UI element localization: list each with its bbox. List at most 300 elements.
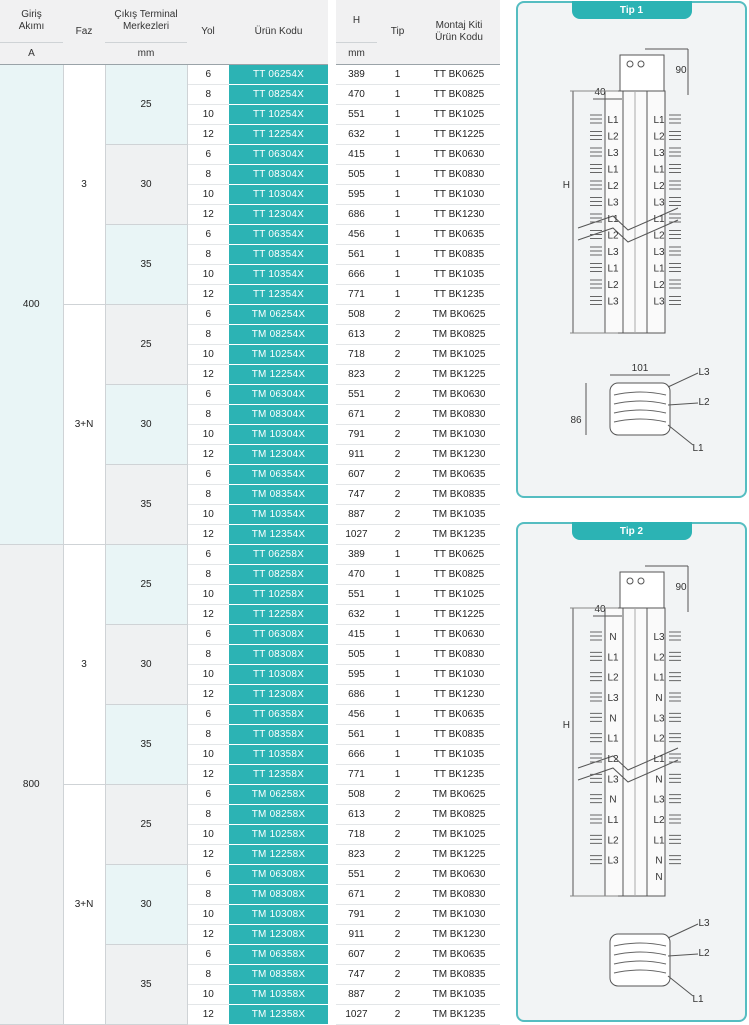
terminal-finger bbox=[669, 734, 681, 742]
type-cell: 2 bbox=[377, 524, 418, 544]
terminal-finger bbox=[669, 198, 681, 206]
gap-cell bbox=[328, 744, 336, 764]
kit-code-cell: TM BK0835 bbox=[418, 484, 500, 504]
kit-code-cell: TT BK1025 bbox=[418, 584, 500, 604]
phase-label-left: L3 bbox=[607, 247, 619, 258]
terminal-finger bbox=[590, 713, 602, 721]
type-cell: 2 bbox=[377, 784, 418, 804]
phase-label-left: L2 bbox=[607, 131, 619, 143]
header-current: Giriş Akımı bbox=[0, 0, 63, 42]
phase-label-right: L2 bbox=[653, 131, 665, 143]
dimension-height-label: H bbox=[562, 720, 570, 731]
phase-label-right: N bbox=[655, 774, 663, 786]
ways-cell: 8 bbox=[187, 164, 229, 184]
height-cell: 747 bbox=[336, 964, 377, 984]
terminal-finger bbox=[590, 231, 602, 239]
terminal-finger bbox=[669, 673, 681, 681]
gap-cell bbox=[328, 224, 336, 244]
kit-code-cell: TM BK0630 bbox=[418, 864, 500, 884]
height-cell: 456 bbox=[336, 704, 377, 724]
phase-label-right: L3 bbox=[653, 794, 665, 806]
type-cell: 1 bbox=[377, 184, 418, 204]
type-cell: 1 bbox=[377, 544, 418, 564]
gap-cell bbox=[328, 764, 336, 784]
product-code-cell: TT 08254X bbox=[229, 84, 328, 104]
header-center: Çıkış Terminal Merkezleri bbox=[105, 0, 187, 42]
type-cell: 2 bbox=[377, 444, 418, 464]
phase-cell: 3+N bbox=[63, 784, 105, 1024]
product-code-cell: TT 08308X bbox=[229, 644, 328, 664]
gap-cell bbox=[328, 584, 336, 604]
product-code-cell: TT 12304X bbox=[229, 204, 328, 224]
phase-label-left: L3 bbox=[607, 148, 619, 159]
ways-cell: 12 bbox=[187, 524, 229, 544]
product-code-cell: TM 12358X bbox=[229, 1004, 328, 1024]
phase-label-right: L2 bbox=[653, 815, 665, 826]
phase-label-right: L2 bbox=[653, 280, 665, 291]
height-cell: 613 bbox=[336, 804, 377, 824]
type-cell: 2 bbox=[377, 984, 418, 1004]
gap-cell bbox=[328, 604, 336, 624]
gap-cell bbox=[328, 624, 336, 644]
leader-line bbox=[668, 403, 698, 405]
height-cell: 415 bbox=[336, 624, 377, 644]
product-code-cell: TT 08258X bbox=[229, 564, 328, 584]
terminal-finger bbox=[590, 132, 602, 140]
product-code-cell: TM 12354X bbox=[229, 524, 328, 544]
height-cell: 607 bbox=[336, 944, 377, 964]
gap-cell bbox=[328, 244, 336, 264]
kit-code-cell: TM BK0835 bbox=[418, 964, 500, 984]
product-code-cell: TT 06254X bbox=[229, 64, 328, 84]
gap-cell bbox=[328, 404, 336, 424]
type-cell: 1 bbox=[377, 564, 418, 584]
product-code-cell: TT 12308X bbox=[229, 684, 328, 704]
kit-code-cell: TM BK1225 bbox=[418, 364, 500, 384]
phase-label-right: L1 bbox=[653, 263, 665, 275]
mounting-plate bbox=[620, 572, 664, 608]
type-cell: 2 bbox=[377, 904, 418, 924]
leader-line bbox=[668, 425, 693, 445]
product-code-cell: TM 08308X bbox=[229, 884, 328, 904]
gap-cell bbox=[328, 884, 336, 904]
ways-cell: 12 bbox=[187, 764, 229, 784]
type-cell: 1 bbox=[377, 264, 418, 284]
phase-label-right: L3 bbox=[653, 148, 665, 159]
phase-label-left: L2 bbox=[607, 672, 619, 684]
ways-cell: 6 bbox=[187, 384, 229, 404]
phase-label-left: L1 bbox=[607, 214, 619, 225]
gap-cell bbox=[328, 184, 336, 204]
phase-label-right: L2 bbox=[653, 733, 665, 745]
dimension-width-label: 90 bbox=[675, 582, 687, 593]
height-cell: 771 bbox=[336, 284, 377, 304]
tip2-title: Tip 2 bbox=[572, 522, 692, 540]
kit-code-cell: TM BK0830 bbox=[418, 884, 500, 904]
table-row bbox=[0, 64, 500, 84]
terminal-finger bbox=[590, 280, 602, 288]
height-cell: 911 bbox=[336, 444, 377, 464]
ways-cell: 8 bbox=[187, 244, 229, 264]
kit-code-cell: TT BK0630 bbox=[418, 624, 500, 644]
gap-cell bbox=[328, 704, 336, 724]
type-cell: 2 bbox=[377, 844, 418, 864]
current-cell: 400 bbox=[0, 64, 63, 544]
center-cell: 25 bbox=[105, 784, 187, 864]
phase-label-left: L2 bbox=[607, 754, 619, 765]
gap-cell bbox=[328, 964, 336, 984]
gap-cell bbox=[328, 864, 336, 884]
ways-cell: 12 bbox=[187, 284, 229, 304]
product-code-cell: TM 12304X bbox=[229, 444, 328, 464]
kit-code-cell: TM BK1225 bbox=[418, 844, 500, 864]
product-code-cell: TT 08358X bbox=[229, 724, 328, 744]
type-cell: 1 bbox=[377, 664, 418, 684]
phase-label-right: N bbox=[655, 855, 663, 867]
gap-cell bbox=[328, 384, 336, 404]
product-code-cell: TT 12358X bbox=[229, 764, 328, 784]
phase-label-left: L1 bbox=[607, 733, 619, 745]
mounting-plate bbox=[620, 55, 664, 91]
product-code-cell: TM 08304X bbox=[229, 404, 328, 424]
gap-cell bbox=[328, 204, 336, 224]
ways-cell: 10 bbox=[187, 424, 229, 444]
table-row bbox=[0, 784, 500, 804]
phase-label-left: L3 bbox=[607, 197, 619, 209]
gap-cell bbox=[328, 444, 336, 464]
phase-label-left: L3 bbox=[607, 693, 619, 704]
section-label-l2: L2 bbox=[698, 397, 710, 408]
terminal-finger bbox=[669, 713, 681, 721]
ways-cell: 12 bbox=[187, 604, 229, 624]
kit-code-cell: TT BK1235 bbox=[418, 764, 500, 784]
phase-label-right: L3 bbox=[653, 713, 665, 725]
type-cell: 1 bbox=[377, 144, 418, 164]
section-label-l1: L1 bbox=[692, 443, 704, 454]
ways-cell: 6 bbox=[187, 464, 229, 484]
kit-code-cell: TT BK0625 bbox=[418, 544, 500, 564]
ways-cell: 10 bbox=[187, 984, 229, 1004]
bolt-hole bbox=[638, 61, 644, 67]
terminal-finger bbox=[669, 774, 681, 782]
terminal-finger bbox=[590, 247, 602, 255]
kit-code-cell: TT BK1035 bbox=[418, 744, 500, 764]
ways-cell: 6 bbox=[187, 304, 229, 324]
terminal-finger bbox=[590, 693, 602, 701]
type-cell: 2 bbox=[377, 404, 418, 424]
height-cell: 505 bbox=[336, 644, 377, 664]
height-cell: 718 bbox=[336, 344, 377, 364]
product-code-cell: TT 06308X bbox=[229, 624, 328, 644]
height-cell: 595 bbox=[336, 184, 377, 204]
section-width-label: 101 bbox=[631, 363, 649, 374]
height-cell: 666 bbox=[336, 744, 377, 764]
height-cell: 595 bbox=[336, 664, 377, 684]
ways-cell: 8 bbox=[187, 84, 229, 104]
product-code-cell: TT 10354X bbox=[229, 264, 328, 284]
terminal-finger bbox=[669, 115, 681, 123]
gap-cell bbox=[328, 464, 336, 484]
phase-label-left: L1 bbox=[607, 164, 619, 176]
product-code-cell: TT 10304X bbox=[229, 184, 328, 204]
ways-cell: 12 bbox=[187, 124, 229, 144]
ways-cell: 8 bbox=[187, 404, 229, 424]
terminal-finger bbox=[590, 835, 602, 843]
phase-label-left: N bbox=[609, 713, 617, 725]
kit-code-cell: TM BK1025 bbox=[418, 344, 500, 364]
product-code-cell: TM 08254X bbox=[229, 324, 328, 344]
terminal-finger bbox=[590, 856, 602, 864]
phase-label-right: L3 bbox=[653, 632, 665, 643]
section-height-label: 86 bbox=[570, 415, 582, 426]
leader-line bbox=[668, 373, 698, 387]
terminal-finger bbox=[590, 632, 602, 640]
kit-code-cell: TT BK1230 bbox=[418, 204, 500, 224]
center-cell: 30 bbox=[105, 864, 187, 944]
ways-cell: 10 bbox=[187, 584, 229, 604]
ways-cell: 8 bbox=[187, 644, 229, 664]
gap-cell bbox=[328, 84, 336, 104]
ways-cell: 8 bbox=[187, 564, 229, 584]
bottom-neutral-label: N bbox=[655, 872, 663, 883]
height-cell: 911 bbox=[336, 924, 377, 944]
phase-label-right: L2 bbox=[653, 652, 665, 664]
header-type: Tip bbox=[377, 0, 418, 64]
kit-code-cell: TM BK0825 bbox=[418, 804, 500, 824]
type-cell: 2 bbox=[377, 424, 418, 444]
product-code-cell: TM 08358X bbox=[229, 964, 328, 984]
gap-cell bbox=[328, 504, 336, 524]
kit-code-cell: TM BK0635 bbox=[418, 464, 500, 484]
phase-label-right: L3 bbox=[653, 247, 665, 258]
type-cell: 2 bbox=[377, 804, 418, 824]
product-code-cell: TM 08258X bbox=[229, 804, 328, 824]
product-code-cell: TT 10254X bbox=[229, 104, 328, 124]
gap-cell bbox=[328, 664, 336, 684]
phase-label-right: L3 bbox=[653, 296, 665, 308]
height-cell: 551 bbox=[336, 864, 377, 884]
ways-cell: 10 bbox=[187, 184, 229, 204]
product-code-cell: TM 12258X bbox=[229, 844, 328, 864]
product-code-cell: TT 10258X bbox=[229, 584, 328, 604]
kit-code-cell: TT BK1035 bbox=[418, 264, 500, 284]
ways-cell: 8 bbox=[187, 484, 229, 504]
product-code-cell: TM 10358X bbox=[229, 984, 328, 1004]
type-cell: 1 bbox=[377, 244, 418, 264]
type-cell: 2 bbox=[377, 1004, 418, 1024]
phase-label-left: L1 bbox=[607, 263, 619, 275]
height-cell: 389 bbox=[336, 544, 377, 564]
height-cell: 632 bbox=[336, 124, 377, 144]
ways-cell: 10 bbox=[187, 824, 229, 844]
tip1-title: Tip 1 bbox=[572, 1, 692, 19]
product-code-cell: TT 06258X bbox=[229, 544, 328, 564]
kit-code-cell: TT BK1225 bbox=[418, 124, 500, 144]
ways-cell: 6 bbox=[187, 784, 229, 804]
phase-label-right: L2 bbox=[653, 181, 665, 192]
ways-cell: 12 bbox=[187, 444, 229, 464]
ways-cell: 8 bbox=[187, 804, 229, 824]
ways-cell: 6 bbox=[187, 544, 229, 564]
type-cell: 2 bbox=[377, 364, 418, 384]
product-code-cell: TM 06258X bbox=[229, 784, 328, 804]
table-row bbox=[0, 304, 500, 324]
product-code-cell: TM 12254X bbox=[229, 364, 328, 384]
terminal-finger bbox=[590, 652, 602, 660]
ways-cell: 10 bbox=[187, 264, 229, 284]
terminal-finger bbox=[590, 297, 602, 305]
terminal-finger bbox=[669, 693, 681, 701]
kit-code-cell: TT BK1230 bbox=[418, 684, 500, 704]
kit-code-cell: TM BK1025 bbox=[418, 824, 500, 844]
header-height-unit: mm bbox=[336, 42, 377, 64]
terminal-finger bbox=[590, 815, 602, 823]
gap-cell bbox=[328, 684, 336, 704]
type-cell: 2 bbox=[377, 884, 418, 904]
center-cell: 25 bbox=[105, 304, 187, 384]
type-cell: 1 bbox=[377, 684, 418, 704]
phase-label-right: L2 bbox=[653, 230, 665, 242]
ways-cell: 6 bbox=[187, 144, 229, 164]
terminal-finger bbox=[590, 198, 602, 206]
kit-code-cell: TT BK0630 bbox=[418, 144, 500, 164]
center-cell: 25 bbox=[105, 64, 187, 144]
kit-code-cell: TM BK0635 bbox=[418, 944, 500, 964]
header-ways: Yol bbox=[187, 0, 229, 64]
gap-cell bbox=[328, 1004, 336, 1024]
phase-label-right: L1 bbox=[653, 115, 665, 126]
product-code-cell: TM 10354X bbox=[229, 504, 328, 524]
height-cell: 686 bbox=[336, 684, 377, 704]
product-code-cell: TM 10258X bbox=[229, 824, 328, 844]
kit-code-cell: TT BK1235 bbox=[418, 284, 500, 304]
kit-code-cell: TM BK0625 bbox=[418, 784, 500, 804]
terminal-finger bbox=[669, 165, 681, 173]
gap-cell bbox=[328, 324, 336, 344]
kit-code-cell: TM BK1035 bbox=[418, 984, 500, 1004]
type-cell: 1 bbox=[377, 604, 418, 624]
header-center-unit: mm bbox=[105, 42, 187, 64]
ways-cell: 6 bbox=[187, 224, 229, 244]
section-label-l3: L3 bbox=[698, 918, 710, 929]
ways-cell: 10 bbox=[187, 904, 229, 924]
bolt-hole bbox=[638, 578, 644, 584]
type-cell: 1 bbox=[377, 204, 418, 224]
height-cell: 747 bbox=[336, 484, 377, 504]
ways-cell: 6 bbox=[187, 704, 229, 724]
type-cell: 2 bbox=[377, 864, 418, 884]
terminal-finger bbox=[669, 815, 681, 823]
height-cell: 508 bbox=[336, 784, 377, 804]
height-cell: 791 bbox=[336, 424, 377, 444]
gap-cell bbox=[328, 844, 336, 864]
height-cell: 551 bbox=[336, 384, 377, 404]
height-cell: 456 bbox=[336, 224, 377, 244]
terminal-finger bbox=[669, 835, 681, 843]
dimension-width-label: 90 bbox=[675, 65, 687, 76]
product-code-cell: TT 12254X bbox=[229, 124, 328, 144]
bolt-hole bbox=[627, 61, 633, 67]
product-code-cell: TM 06304X bbox=[229, 384, 328, 404]
leader-line bbox=[668, 924, 698, 938]
height-cell: 887 bbox=[336, 504, 377, 524]
gap-cell bbox=[328, 164, 336, 184]
type-cell: 1 bbox=[377, 284, 418, 304]
type-cell: 2 bbox=[377, 924, 418, 944]
type-cell: 1 bbox=[377, 84, 418, 104]
kit-code-cell: TT BK0825 bbox=[418, 84, 500, 104]
gap-cell bbox=[328, 144, 336, 164]
terminal-finger bbox=[669, 264, 681, 272]
kit-code-cell: TT BK0830 bbox=[418, 644, 500, 664]
product-code-cell: TM 06254X bbox=[229, 304, 328, 324]
height-cell: 823 bbox=[336, 364, 377, 384]
height-cell: 505 bbox=[336, 164, 377, 184]
gap-cell bbox=[328, 544, 336, 564]
kit-code-cell: TM BK1235 bbox=[418, 1004, 500, 1024]
height-cell: 551 bbox=[336, 584, 377, 604]
terminal-finger bbox=[590, 734, 602, 742]
gap-cell bbox=[328, 644, 336, 664]
kit-code-cell: TM BK1030 bbox=[418, 904, 500, 924]
type-cell: 2 bbox=[377, 944, 418, 964]
type-cell: 1 bbox=[377, 164, 418, 184]
height-cell: 686 bbox=[336, 204, 377, 224]
product-code-cell: TM 10254X bbox=[229, 344, 328, 364]
type-cell: 2 bbox=[377, 344, 418, 364]
phase-label-right: L1 bbox=[653, 835, 665, 847]
header-kit: Montaj Kiti Ürün Kodu bbox=[418, 0, 500, 64]
ways-cell: 8 bbox=[187, 884, 229, 904]
kit-code-cell: TT BK0835 bbox=[418, 724, 500, 744]
terminal-finger bbox=[669, 795, 681, 803]
type-cell: 1 bbox=[377, 624, 418, 644]
gap-cell bbox=[328, 284, 336, 304]
phase-label-right: L1 bbox=[653, 164, 665, 176]
phase-label-left: L3 bbox=[607, 296, 619, 308]
section-housing bbox=[610, 934, 670, 986]
terminal-finger bbox=[590, 264, 602, 272]
product-code-cell: TT 08304X bbox=[229, 164, 328, 184]
type-cell: 1 bbox=[377, 124, 418, 144]
product-code-cell: TM 10308X bbox=[229, 904, 328, 924]
terminal-finger bbox=[590, 795, 602, 803]
phase-label-left: L3 bbox=[607, 855, 619, 867]
gap-cell bbox=[328, 824, 336, 844]
leader-line bbox=[668, 954, 698, 956]
product-code-cell: TM 12308X bbox=[229, 924, 328, 944]
terminal-finger bbox=[590, 181, 602, 189]
ways-cell: 6 bbox=[187, 64, 229, 84]
kit-code-cell: TT BK1030 bbox=[418, 664, 500, 684]
terminal-finger bbox=[590, 115, 602, 123]
table-row bbox=[0, 544, 500, 564]
gap-cell bbox=[328, 984, 336, 1004]
terminal-finger bbox=[590, 165, 602, 173]
terminal-finger bbox=[669, 148, 681, 156]
height-cell: 561 bbox=[336, 244, 377, 264]
gap-cell bbox=[328, 64, 336, 84]
terminal-finger bbox=[669, 856, 681, 864]
dimension-offset-label: 40 bbox=[594, 87, 606, 98]
bolt-hole bbox=[627, 578, 633, 584]
type-cell: 1 bbox=[377, 584, 418, 604]
gap-cell bbox=[328, 264, 336, 284]
dimension-height-label: H bbox=[562, 180, 570, 191]
height-cell: 613 bbox=[336, 324, 377, 344]
type-cell: 1 bbox=[377, 764, 418, 784]
kit-code-cell: TM BK0825 bbox=[418, 324, 500, 344]
